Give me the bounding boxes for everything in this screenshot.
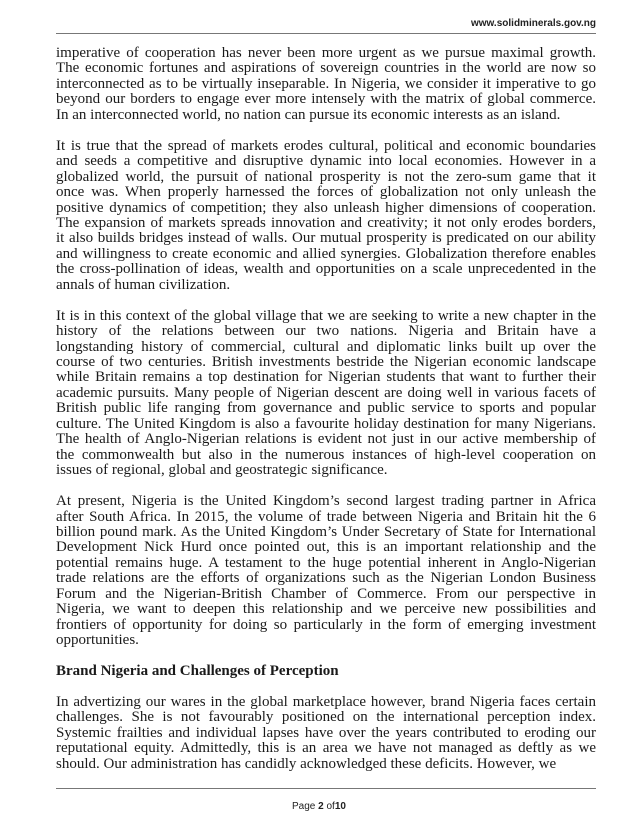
text-line: beyond our borders to engage ever more intensely with the matrix of global commerce. — [56, 91, 596, 108]
text-line: opportunities. — [56, 632, 139, 649]
page-total: 10 — [334, 801, 346, 812]
page-label: Page — [292, 801, 316, 812]
header-website: www.solidminerals.gov.ng — [470, 18, 596, 29]
text-line: imperative of cooperation has never been more urgent as we pursue maximal growth. — [56, 45, 596, 61]
text-line: the cross-pollination of ideas, wealth and opportunities on a scale unprecedented in the — [56, 261, 596, 278]
paragraph — [56, 695, 596, 772]
document-body — [56, 46, 596, 788]
text-line: reputational equity. Admittedly, this is an area we have not managed as deftly as we — [56, 740, 596, 757]
text-line: annals of human civilization. — [56, 276, 231, 293]
text-line: course of two centuries. British investments bestride the Nigerian economic landscape — [56, 354, 596, 371]
text-line: At present, Nigeria is the United Kingdom’s second largest trading partner in Africa — [56, 493, 596, 510]
text-line: The health of Anglo-Nigerian relations is evident not just in our active membership of — [56, 431, 596, 448]
header-divider — [56, 33, 596, 34]
text-line: after South Africa. In 2015, the volume of trade between Nigeria and Britain hit the 6 — [56, 508, 596, 525]
text-line: British public life ranging from governance and public service to sports and popular — [56, 400, 596, 417]
text-line: In advertizing our wares in the global marketplace however, brand Nigeria faces certain — [56, 693, 596, 710]
of-label: of — [326, 801, 335, 812]
text-line: interconnected as to be virtually inseparable. In Nigeria, we consider it imperative to go — [56, 75, 596, 92]
text-line: billion pound mark. As the United Kingdom’s Under Secretary of State for International — [56, 524, 596, 540]
text-line: once was. When properly harnessed the forces of globalization not only unleash the — [56, 184, 596, 201]
text-line: history of the relations between our two nations. Nigeria and Britain have a — [56, 323, 596, 340]
text-line: potential remains huge. A testament to the huge potential inherent in Anglo-Nigerian — [56, 554, 596, 571]
text-line: culture. The United Kingdom is also a favourite holiday destination for many Nigerians. — [56, 415, 596, 432]
paragraph — [56, 139, 596, 294]
text-line: it also builds bridges instead of walls. Our mutual prosperity is predicated on our ability — [56, 230, 596, 247]
text-line: frontiers of opportunity for doing so particularly in the form of emerging investment — [56, 616, 596, 633]
text-line: It is true that the spread of markets erodes cultural, political and economic boundaries — [56, 137, 596, 154]
text-line: and seeds a competitive and disruptive dynamic into local economies. However in a — [56, 153, 596, 170]
paragraph — [56, 494, 596, 649]
text-line: The expansion of markets spreads innovation and creativity; it not only erodes borders, — [56, 214, 596, 231]
text-line: In an interconnected world, no nation can pursue its economic interests as an island. — [56, 106, 561, 123]
text-line: longstanding history of commercial, cultural and diplomatic links built up over the — [56, 338, 596, 355]
text-line: should. Our administration has candidly acknowledged these deficits. However, we — [56, 755, 557, 772]
text-line: It is in this context of the global village that we are seeking to write a new chapter in the — [56, 307, 596, 324]
text-line: Forum and the Nigerian-British Chamber of Commerce. From our perspective in — [56, 585, 596, 602]
text-line: Development Nick Hurd once pointed out, this is an important relationship and the — [56, 539, 596, 556]
page-current: 2 — [318, 801, 324, 812]
paragraph — [56, 309, 596, 479]
text-line: The economic fortunes and aspirations of sovereign countries in the world are now so — [56, 60, 596, 77]
text-line: academic pursuits. Many people of Nigerian descent are doing well in various facets of — [56, 384, 596, 401]
text-line: while Britain remains a top destination for Nigerian students that want to further their — [56, 369, 596, 386]
text-line: and willingness to create economic and allied synergies. Globalization therefore enables — [56, 245, 596, 262]
footer-divider — [56, 788, 596, 789]
paragraph — [56, 46, 596, 123]
section-heading: Brand Nigeria and Challenges of Perception — [56, 663, 339, 680]
text-line: the commonwealth but also in the numerous instances of high-level cooperation on — [56, 446, 596, 463]
text-line: Nigeria, we want to deepen this relationship and we perceive new possibilities and — [56, 601, 596, 618]
text-line: trade relations are the efforts of organizations such as the Nigerian London Business — [56, 570, 596, 587]
page-number — [0, 801, 638, 812]
text-line: issues of regional, global and geostrategic significance. — [56, 462, 388, 479]
text-line: globalized world, the pursuit of national prosperity is not the zero-sum game that it — [56, 168, 596, 185]
text-line: positive dynamics of competition; they also unleash higher dimensions of cooperation. — [56, 199, 596, 216]
text-line: Systemic frailties and individual lapses have over the years contributed to eroding our — [56, 724, 596, 741]
text-line: challenges. She is not favourably positioned on the international perception index. — [56, 709, 596, 726]
